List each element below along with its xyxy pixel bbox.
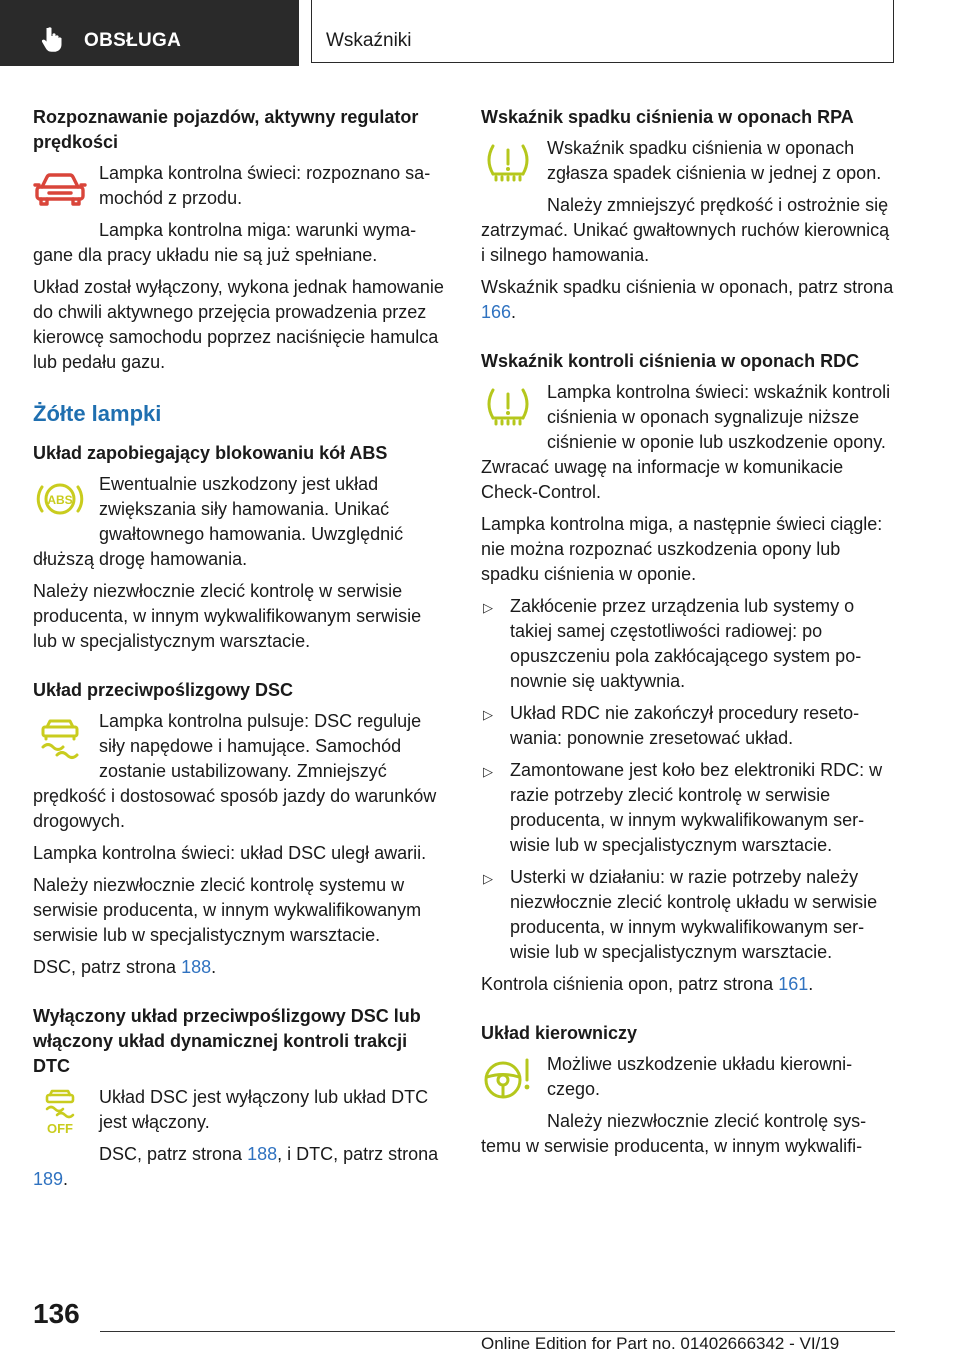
- section-label: OBSŁUGA: [84, 30, 182, 51]
- abs-warning-icon: [33, 472, 99, 534]
- left-column: [33, 105, 449, 1216]
- triangle-bullet-icon: ▷: [483, 600, 493, 615]
- svg-text:OFF: OFF: [47, 1121, 73, 1136]
- page-link[interactable]: 188: [181, 957, 212, 977]
- footer-divider: [100, 1331, 895, 1332]
- paragraph: Lampka kontrolna świeci: wskaźnik kontroli ciśnienia w oponach sygnalizuje niższe ciśnienie w oponie lub uszkodzenie opony. Zwracać uwagę na informacje w komunikacie Check-Control.: [481, 382, 891, 502]
- triangle-bullet-icon: ▷: [483, 871, 493, 886]
- dsc-skid-icon: [33, 709, 99, 771]
- page-link[interactable]: 188: [247, 1144, 278, 1164]
- steering-warning-icon: [481, 1052, 547, 1114]
- paragraph: Lampka kontrolna miga: warunki wymagane dla pracy układu nie są już spełniane.: [33, 220, 417, 265]
- page-reference: Wskaźnik spadku ciśnienia w oponach, patrz strona 166.: [481, 277, 894, 322]
- section-title: Układ kierowniczy: [481, 1023, 638, 1043]
- list-item: ▷ Usterki w działaniu: w razie potrzeby należy niezwłocznie zlecić kontrolę układu w serwisie producenta, w innym wykwalifikowanym serwisie lub w specjalistycznym warsztacie.: [483, 867, 878, 962]
- list-item: ▷ Zakłócenie przez urządzenia lub systemy o takiej samej częstotliwości radiowej: po opuszczeniu pola zakłócającego system ponownie się uaktywnia.: [483, 596, 862, 691]
- page-number: 136: [33, 1298, 80, 1329]
- section-rdc: [481, 349, 897, 997]
- paragraph: Należy zmniejszyć prędkość i ostrożnie się zatrzymać. Unikać gwałtownych ruchów kierownicą i silnego hamowania.: [481, 195, 890, 265]
- hand-pointer-icon: [40, 26, 64, 52]
- edition-note: Online Edition for Part no. 01402666342 - VI/19: [481, 1334, 840, 1353]
- paragraph: Możliwe uszkodzenie układu kierowniczego.: [547, 1054, 853, 1099]
- chapter-label: Wskaźniki: [326, 30, 412, 51]
- paragraph: Należy niezwłocznie zlecić kontrolę systemu w serwisie producenta, w innym wykwalifi-: [481, 1111, 867, 1156]
- paragraph: Ewentualnie uszkodzony jest układ zwiększania siły hamowania. Unikać gwałtownego hamowania. Uwzględnić dłuższą drogę hamowania.: [33, 474, 404, 569]
- section-rpa: [481, 105, 897, 325]
- page-reference: DSC, patrz strona 188.: [33, 957, 217, 977]
- tire-pressure-icon: [481, 380, 547, 442]
- page-header: [0, 0, 960, 66]
- svg-text:ABS: ABS: [47, 493, 73, 507]
- paragraph: Lampka kontrolna świeci: rozpoznano samochód z przodu.: [99, 163, 431, 208]
- section-title: Wskaźnik kontroli ciśnienia w oponach RDC: [481, 351, 860, 371]
- paragraph: Lampka kontrolna miga, a następnie świeci ciągle: nie można rozpoznać uszkodzenia opony lub spadku ciśnienia w oponie.: [481, 514, 883, 584]
- section-steering: [481, 1021, 897, 1159]
- section-title: Układ przeciwpoślizgowy DSC: [33, 680, 294, 700]
- chapter-box: [311, 0, 894, 63]
- paragraph: Lampka kontrolna pulsuje: DSC reguluje siły napędowe i hamujące. Samochód zostanie ustabilizowany. Zmniejszyć prędkość i dostosować sposób jazdy do warunków drogowych.: [33, 711, 437, 831]
- tire-pressure-icon: [481, 136, 547, 198]
- paragraph: Lampka kontrolna świeci: układ DSC uległ awarii.: [33, 843, 427, 863]
- section-title: Rozpoznawanie pojazdów, aktywny regulator prędkości: [33, 107, 419, 152]
- paragraph: Należy niezwłocznie zlecić kontrolę systemu w serwisie producenta, w innym wykwalifikowanym serwisie lub w specjalistycznym warsztacie.: [33, 875, 422, 945]
- section-title: Wskaźnik spadku ciśnienia w oponach RPA: [481, 107, 854, 127]
- page-link[interactable]: 166: [481, 302, 512, 322]
- car-front-icon: [33, 161, 99, 223]
- list-item: ▷ Zamontowane jest koło bez elektroniki RDC: w razie potrzeby zlecić kontrolę w serwisie producenta, w innym wykwalifikowanym serwisie lub w specjalistycznym warsztacie.: [483, 760, 883, 855]
- section-title: Układ zapobiegający blokowaniu kół ABS: [33, 443, 388, 463]
- right-column: [481, 105, 897, 1183]
- section-title: Wyłączony układ przeciwpoślizgowy DSC lub włączony układ dynamicznej kontroli trakcji DTC: [33, 1006, 421, 1076]
- triangle-bullet-icon: ▷: [483, 707, 493, 722]
- paragraph: Układ został wyłączony, wykona jednak hamowanie do chwili aktywnego przejęcia prowadzenia przez kierowcę samochodu poprzez naciśnięcie hamulca lub pedału gazu.: [33, 277, 444, 372]
- page-reference: Kontrola ciśnienia opon, patrz strona 161.: [481, 974, 814, 994]
- page-link[interactable]: 189: [33, 1169, 64, 1189]
- page-reference: DSC, patrz strona 188, i DTC, patrz strona 189.: [33, 1144, 439, 1189]
- paragraph: Należy niezwłocznie zlecić kontrolę w serwisie producenta, w innym wykwalifikowanym serwisie lub w specjalistycznym warsztacie.: [33, 581, 422, 651]
- section-dsc: [33, 678, 449, 980]
- section-vehicle-detection: [33, 105, 449, 375]
- paragraph: Wskaźnik spadku ciśnienia w oponach zgłasza spadek ciśnienia w jednej z opon.: [547, 138, 882, 183]
- yellow-lamps-heading: Żółte lampki: [33, 401, 162, 426]
- section-dsc-off-dtc: [33, 1004, 449, 1192]
- paragraph: Układ DSC jest wyłączony lub układ DTC jest włączony.: [99, 1087, 429, 1132]
- dsc-off-icon: [33, 1085, 99, 1147]
- bullet-list: [481, 594, 897, 965]
- section-tab[interactable]: [0, 0, 299, 66]
- triangle-bullet-icon: ▷: [483, 764, 493, 779]
- page-link[interactable]: 161: [778, 974, 809, 994]
- section-abs: [33, 441, 449, 654]
- list-item: ▷ Układ RDC nie zakończył procedury resetowania: ponownie zresetować układ.: [483, 703, 860, 748]
